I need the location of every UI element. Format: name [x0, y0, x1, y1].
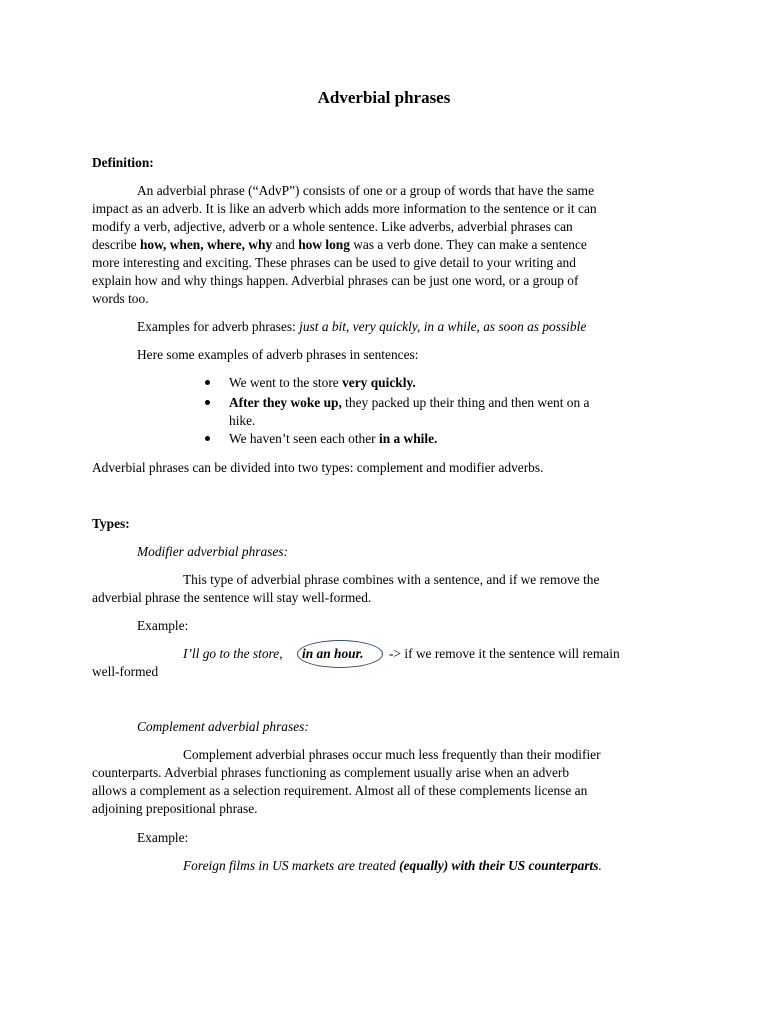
modifier-example-note: -> if we remove it the sentence will remain: [389, 646, 620, 661]
bold-run: After they woke up,: [229, 395, 342, 410]
bold-run: very quickly.: [342, 375, 416, 390]
bullet-item-2-cont: hike.: [229, 413, 256, 428]
bullet-item-3: [229, 430, 437, 448]
complement-example-label: Example:: [137, 830, 189, 845]
definition-line-7: words too.: [92, 291, 149, 306]
complement-line-1: Complement adverbial phrases occur much less frequently than their modifier: [183, 747, 601, 762]
bullet-item-1: [229, 374, 416, 392]
examples-line: [137, 318, 586, 336]
types-heading: Types:: [92, 516, 130, 531]
page-title: Adverbial phrases: [317, 88, 451, 107]
text-run: was a verb done. They can make a sentence: [349, 237, 587, 252]
highlight-ellipse: [297, 640, 383, 668]
complement-line-4: adjoining prepositional phrase.: [92, 801, 258, 816]
text-run: We went to the store: [229, 375, 343, 390]
italic-run: just a bit, very quickly, in a while, as soon as possible: [299, 319, 587, 334]
bold-run: how long: [298, 237, 350, 252]
modifier-line-2: adverbial phrase the sentence will stay well-formed.: [92, 590, 372, 605]
bullet-icon: [205, 436, 210, 441]
text-run: We haven’t seen each other: [229, 431, 379, 446]
text-run: and: [272, 237, 299, 252]
modifier-example-label: Example:: [137, 618, 189, 633]
bullet-item-2: [229, 394, 589, 412]
definition-heading: Definition:: [92, 155, 154, 170]
bold-run: in a while.: [379, 431, 438, 446]
definition-line-2: impact as an adverb. It is like an adverb which adds more information to the sentence or it can: [92, 201, 597, 216]
complement-line-2: counterparts. Adverbial phrases functioning as complement usually arise when an adverb: [92, 765, 570, 780]
definition-line-5: more interesting and exciting. These phrases can be used to give detail to your writing and: [92, 255, 576, 270]
text-run: describe: [92, 237, 140, 252]
modifier-example-sentence: I’ll go to the store,: [183, 646, 283, 661]
bullet-icon: [205, 380, 210, 385]
complement-line-3: allows a complement as a selection requirement. Almost all of these complements license an: [92, 783, 588, 798]
bold-run: (equally) with their US counterparts: [399, 858, 599, 873]
bold-run: how, when, where, why: [139, 237, 273, 252]
modifier-line-1: This type of adverbial phrase combines with a sentence, and if we remove the: [183, 572, 600, 587]
italic-run: Foreign films in US markets are treated: [183, 858, 400, 873]
italic-run: .: [598, 858, 602, 873]
types-intro: Adverbial phrases can be divided into two types: complement and modifier adverbs.: [92, 460, 544, 475]
sentences-intro: Here some examples of adverb phrases in sentences:: [137, 347, 419, 362]
modifier-example-cont: well-formed: [92, 664, 159, 679]
definition-line-4: [92, 236, 587, 254]
text-run: they packed up their thing and then went on a: [341, 395, 590, 410]
text-run: Examples for adverb phrases:: [137, 319, 300, 334]
definition-line-1: An adverbial phrase (“AdvP”) consists of one or a group of words that have the same: [137, 183, 595, 198]
definition-line-3: modify a verb, adjective, adverb or a whole sentence. Like adverbs, adverbial phrases can: [92, 219, 573, 234]
modifier-example-phrase: in an hour.: [302, 646, 364, 661]
complement-example-sentence: [183, 857, 602, 875]
complement-heading: Complement adverbial phrases:: [137, 719, 309, 734]
bullet-icon: [205, 400, 210, 405]
modifier-heading: Modifier adverbial phrases:: [137, 544, 288, 559]
definition-line-6: explain how and why things happen. Adverbial phrases can be just one word, or a group of: [92, 273, 579, 288]
